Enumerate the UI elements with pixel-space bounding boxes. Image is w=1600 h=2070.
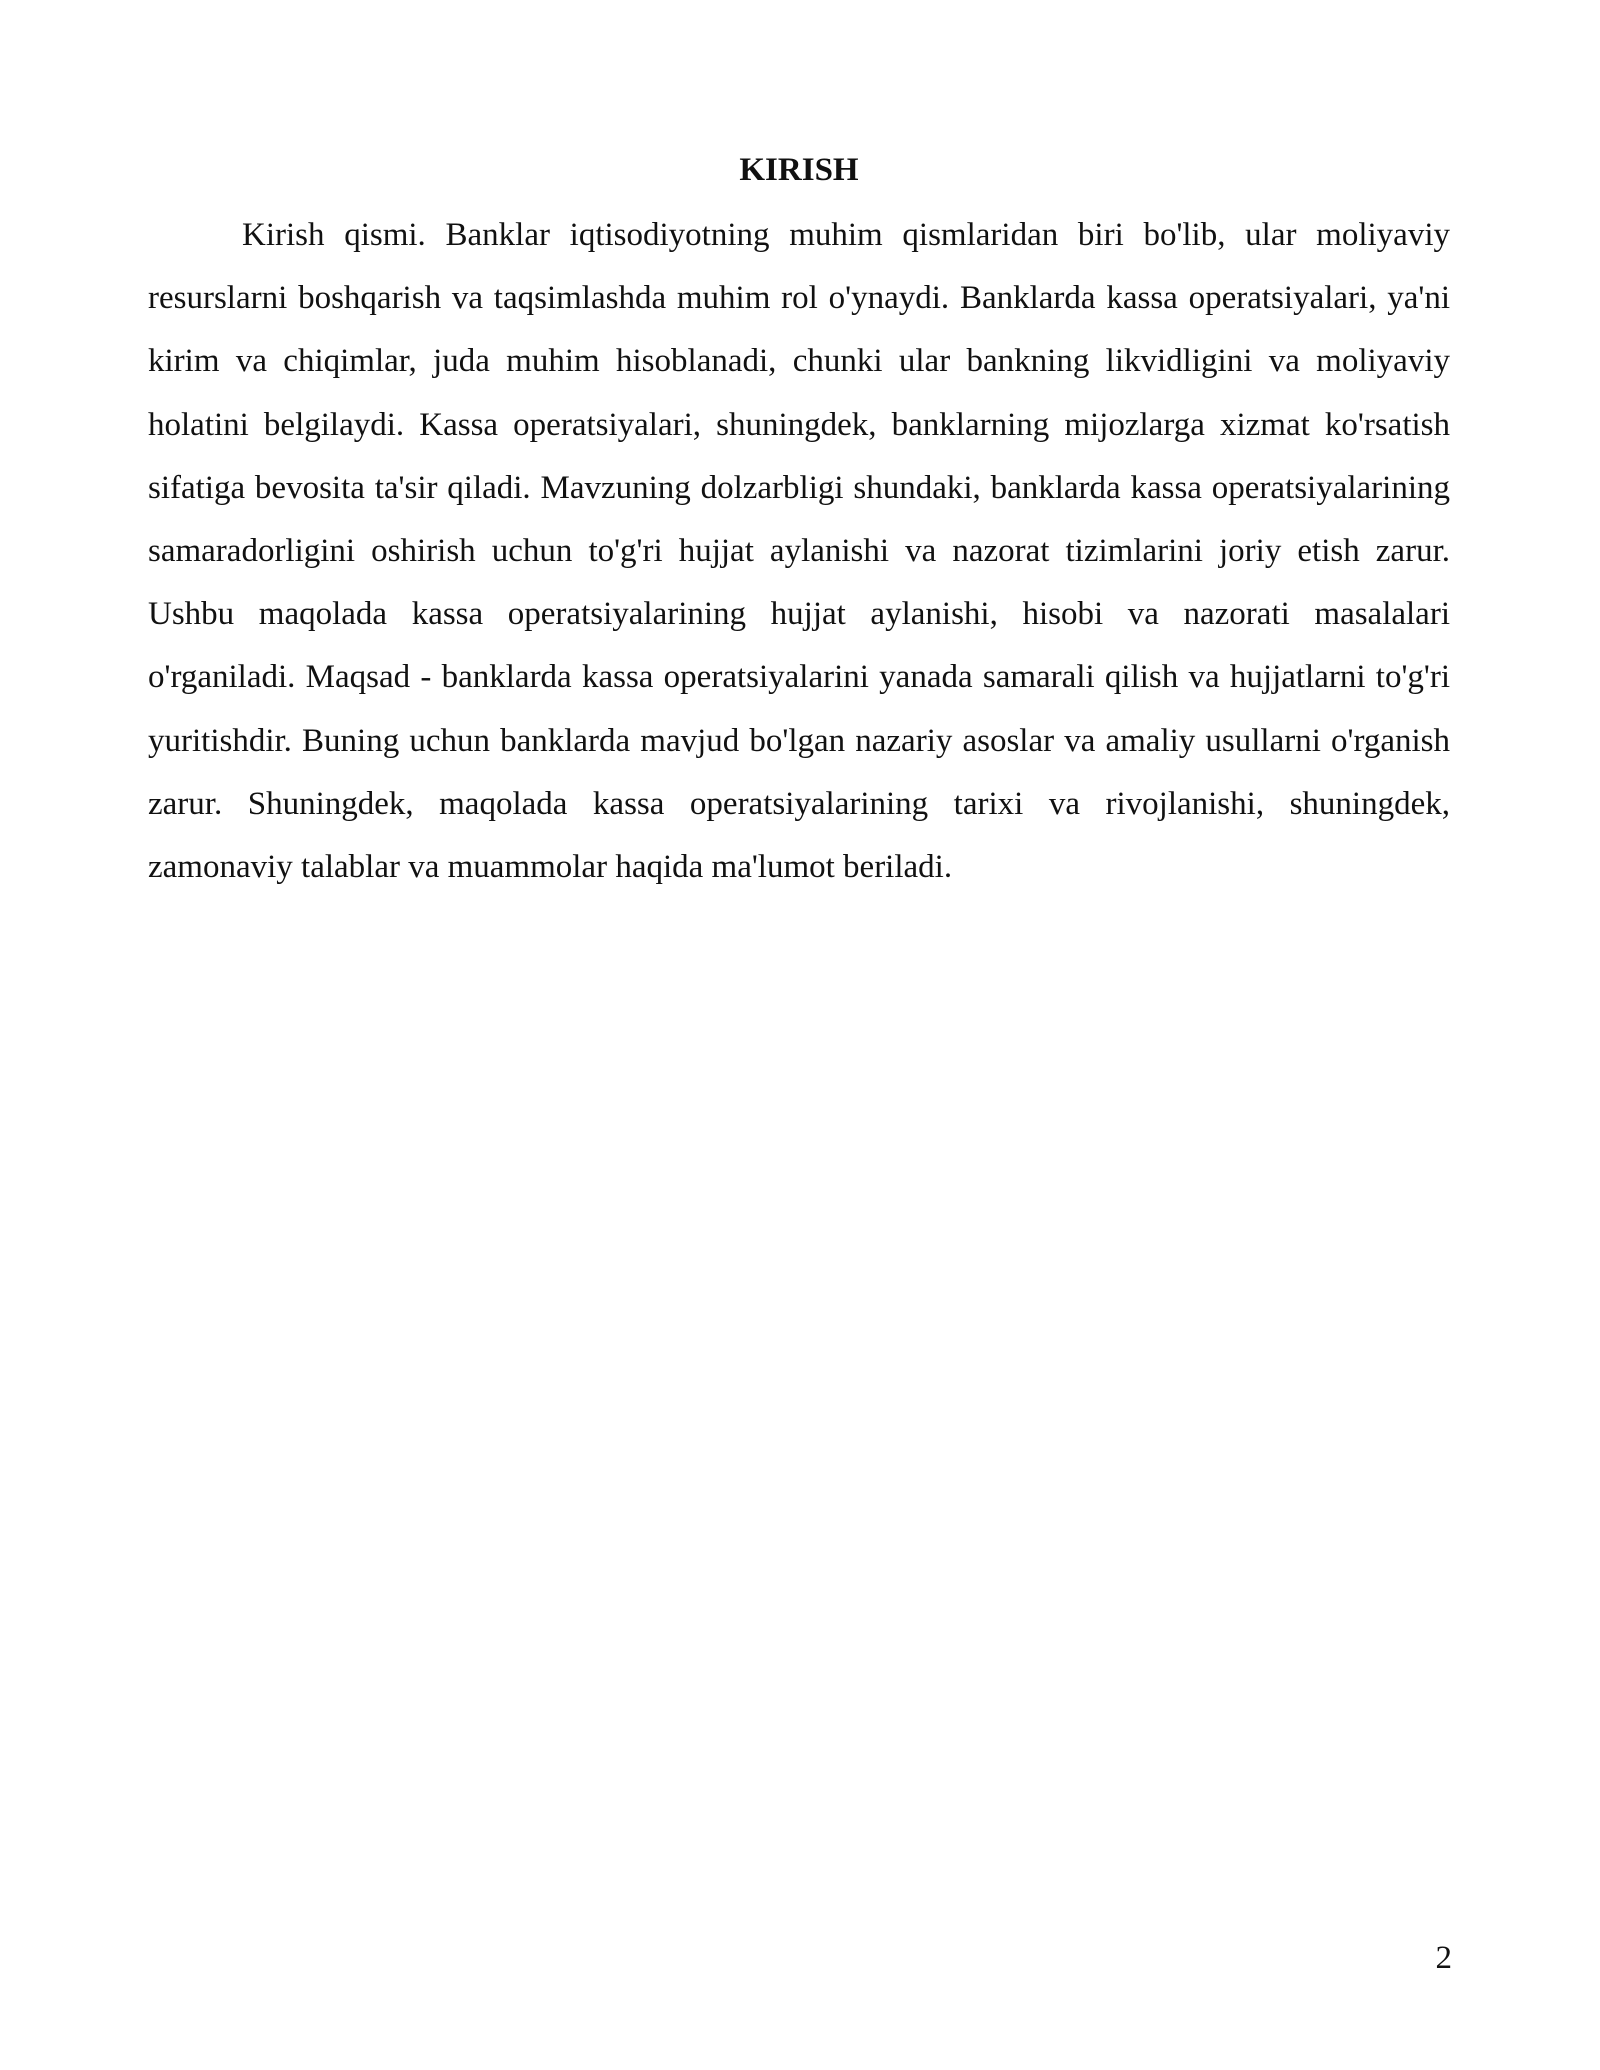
page-content xyxy=(148,148,1450,899)
page-number: 2 xyxy=(1435,1940,1452,1976)
body-paragraph: Kirish qismi. Banklar iqtisodiyotning muhim qismlaridan biri bo'lib, ular moliyaviy resurslarni boshqarish va taqsimlashda muhim rol o'ynaydi. Banklarda kassa operatsiyalari, ya'ni kirim va chiqimlar, juda muhim hisoblanadi, chunki ular bankning likvidligini va moliyaviy holatini belgilaydi. Kassa operatsiyalari, shuningdek, banklarning mijozlarga xizmat ko'rsatish sifatiga bevosita ta'sir qiladi. Mavzuning dolzarbligi shundaki, banklarda kassa operatsiyalarining samaradorligini oshirish uchun to'g'ri hujjat aylanishi va nazorat tizimlarini joriy etish zarur. Ushbu maqolada kassa operatsiyalarining hujjat aylanishi, hisobi va nazorati masalalari o'rganiladi. Maqsad - banklarda kassa operatsiyalarini yanada samarali qilish va hujjatlarni to'g'ri yuritishdir. Buning uchun banklarda mavjud bo'lgan nazariy asoslar va amaliy usullarni o'rganish zarur. Shuningdek, maqolada kassa operatsiyalarining tarixi va rivojlanishi, shuningdek, zamonaviy talablar va muammolar haqida ma'lumot beriladi. xyxy=(148,217,1450,886)
section-heading: KIRISH xyxy=(739,152,859,188)
